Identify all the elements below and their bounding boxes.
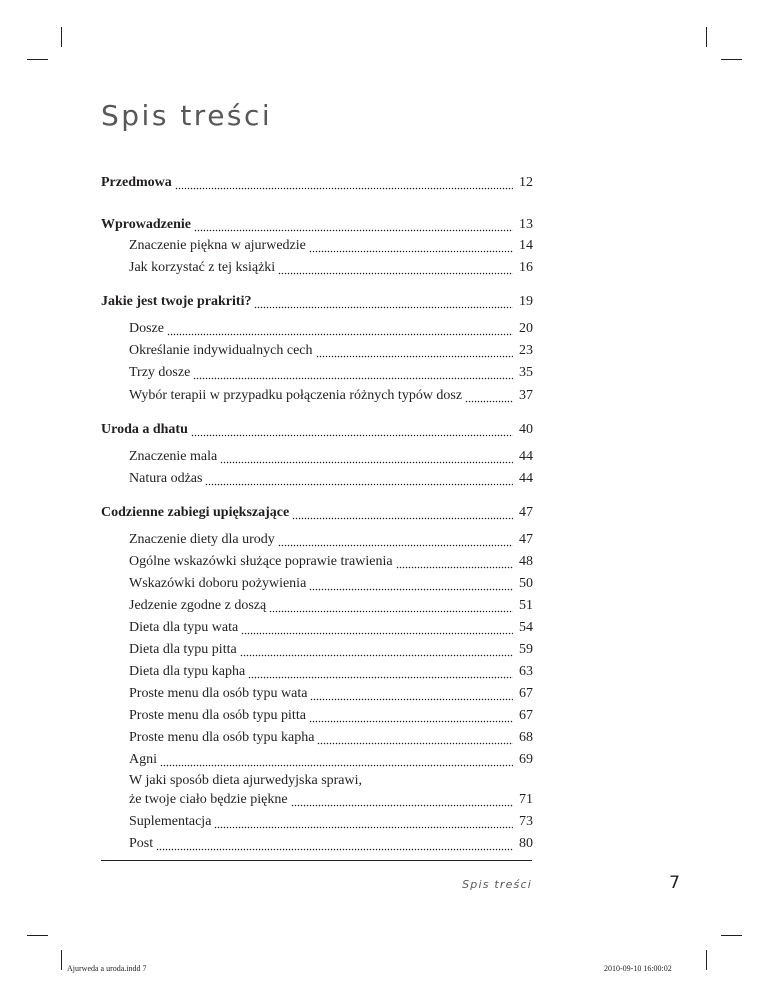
toc-entry-label: Codzienne zabiegi upiększające [101, 505, 290, 520]
crop-mark [61, 950, 62, 970]
dot-leader [214, 811, 513, 833]
dot-leader [175, 172, 513, 194]
toc-entry-label: Znaczenie diety dla urody [129, 532, 275, 547]
toc-page-number: 71 [519, 792, 533, 807]
toc-page-number: 20 [519, 321, 533, 336]
toc-chapter-entry[interactable] [101, 214, 533, 236]
toc-section-entry[interactable] [101, 811, 533, 833]
toc-entry-label: Trzy dosze [129, 365, 191, 380]
toc-section-entry[interactable] [101, 235, 533, 257]
toc-page-number: 54 [519, 620, 533, 635]
toc-section-entry[interactable] [101, 257, 533, 279]
slug-timestamp: 2010-09-10 16:00:02 [604, 964, 672, 973]
crop-mark [706, 27, 707, 47]
dot-leader [205, 468, 513, 490]
toc-page-number: 73 [519, 814, 533, 829]
toc-entry-label: Jakie jest twoje prakriti? [101, 294, 252, 309]
toc-page-number: 19 [519, 294, 533, 309]
toc-page-number: 50 [519, 576, 533, 591]
toc-page-number: 35 [519, 365, 533, 380]
toc-section-entry[interactable] [101, 573, 533, 595]
toc-entry-label: Ogólne wskazówki służące poprawie trawienia [129, 554, 393, 569]
toc-page-number: 47 [519, 532, 533, 547]
toc-entry-label: Dieta dla typu pitta [129, 642, 237, 657]
toc-section-entry[interactable] [101, 749, 533, 771]
toc-page-number: 59 [519, 642, 533, 657]
toc-entry-label: Jedzenie zgodne z doszą [129, 598, 267, 613]
toc-entry-label: Określanie indywidualnych cech [129, 343, 313, 358]
toc-entry-label: Post [129, 836, 154, 851]
toc-section-entry[interactable] [101, 833, 533, 855]
dot-leader [278, 529, 513, 551]
toc-section-entry[interactable] [101, 639, 533, 661]
toc-page-number: 67 [519, 686, 533, 701]
crop-mark [27, 935, 48, 936]
toc-entry-label: Wskazówki doboru pożywienia [129, 576, 307, 591]
toc-section-entry[interactable] [101, 617, 533, 639]
toc-entry-label: Suplementacja [129, 814, 212, 829]
toc-page-number: 68 [519, 730, 533, 745]
toc-page-number: 23 [519, 343, 533, 358]
toc-page-number: 14 [519, 238, 533, 253]
dot-leader [193, 362, 513, 384]
dot-leader [292, 502, 513, 524]
dot-leader [156, 833, 513, 855]
dot-leader [309, 705, 513, 727]
page-number: 7 [669, 873, 680, 893]
dot-leader [240, 639, 513, 661]
toc-page-number: 12 [519, 175, 533, 190]
dot-leader [317, 727, 513, 749]
toc-entry-label: Dieta dla typu kapha [129, 664, 246, 679]
toc-entry-label: Jak korzystać z tej książki [129, 260, 276, 275]
dot-leader [160, 749, 513, 771]
toc-entry-label: Przedmowa [101, 175, 172, 190]
toc-page-number: 47 [519, 505, 533, 520]
crop-mark [721, 935, 742, 936]
toc-section-entry[interactable] [101, 661, 533, 683]
toc-chapter-entry[interactable] [101, 419, 533, 441]
dot-leader [278, 257, 513, 279]
toc-page-number: 63 [519, 664, 533, 679]
toc-section-entry[interactable] [101, 551, 533, 573]
toc-chapter-entry[interactable] [101, 172, 533, 194]
toc-entry-label: Znaczenie piękna w ajurwedzie [129, 238, 306, 253]
toc-page-number: 40 [519, 422, 533, 437]
dot-leader [465, 385, 513, 407]
toc-section-entry[interactable] [101, 727, 533, 749]
toc-page-number: 37 [519, 388, 533, 403]
toc-entry-label: Wprowadzenie [101, 217, 191, 232]
dot-leader [254, 291, 513, 313]
running-footer-title: Spis treści [462, 878, 532, 891]
toc-section-entry[interactable] [101, 340, 533, 362]
slug-file-info: Ajurweda a uroda.indd 7 [67, 964, 147, 973]
dot-leader [191, 419, 513, 441]
crop-mark [61, 27, 62, 47]
toc-entry-label: Proste menu dla osób typu wata [129, 686, 308, 701]
toc-section-entry[interactable] [101, 468, 533, 490]
dot-leader [396, 551, 513, 573]
page-title: Spis treści [101, 99, 273, 132]
toc-section-entry[interactable] [101, 446, 533, 468]
toc-page-number: 44 [519, 471, 533, 486]
toc-section-entry[interactable] [101, 705, 533, 727]
toc-entry-label: Wybór terapii w przypadku połączenia różnych typów dosz [129, 388, 463, 403]
dot-leader [248, 661, 513, 683]
dot-leader [220, 446, 513, 468]
dot-leader [269, 595, 513, 617]
crop-mark [721, 59, 742, 60]
toc-section-entry[interactable] [101, 595, 533, 617]
dot-leader [241, 617, 513, 639]
toc-entry-label: Dieta dla typu wata [129, 620, 239, 635]
toc-chapter-entry[interactable] [101, 291, 533, 313]
dot-leader [167, 318, 513, 340]
crop-mark [706, 950, 707, 970]
dot-leader [309, 573, 513, 595]
dot-leader [309, 235, 513, 257]
toc-section-entry[interactable] [101, 529, 533, 551]
toc-page-number: 69 [519, 752, 533, 767]
toc-page-number: 16 [519, 260, 533, 275]
toc-section-entry[interactable] [101, 789, 533, 811]
toc-entry-label: Proste menu dla osób typu kapha [129, 730, 315, 745]
toc-section-entry[interactable] [101, 362, 533, 384]
crop-mark [27, 59, 48, 60]
dot-leader [291, 789, 513, 811]
toc-page-number: 51 [519, 598, 533, 613]
toc-entry-label: Dosze [129, 321, 164, 336]
toc-section-entry[interactable] [101, 683, 533, 705]
toc-entry-label: że twoje ciało będzie piękne [129, 792, 288, 807]
toc-entry-label: Agni [129, 752, 157, 767]
toc-section-entry[interactable] [101, 318, 533, 340]
toc-chapter-entry[interactable] [101, 502, 533, 524]
toc-entry-label: Znaczenie mala [129, 449, 218, 464]
toc-entry-label: W jaki sposób dieta ajurwedyjska sprawi, [129, 773, 363, 788]
footer-rule [101, 860, 532, 861]
dot-leader [310, 683, 513, 705]
toc-page-number: 80 [519, 836, 533, 851]
toc-page-number: 48 [519, 554, 533, 569]
toc-entry-label: Proste menu dla osób typu pitta [129, 708, 306, 723]
dot-leader [316, 340, 514, 362]
toc-page-number: 67 [519, 708, 533, 723]
toc-section-entry[interactable] [101, 385, 533, 407]
toc-entry-label: Uroda a dhatu [101, 422, 188, 437]
toc-entry-label: Natura odżas [129, 471, 203, 486]
toc-page-number: 44 [519, 449, 533, 464]
toc-page-number: 13 [519, 217, 533, 232]
dot-leader [194, 214, 513, 236]
